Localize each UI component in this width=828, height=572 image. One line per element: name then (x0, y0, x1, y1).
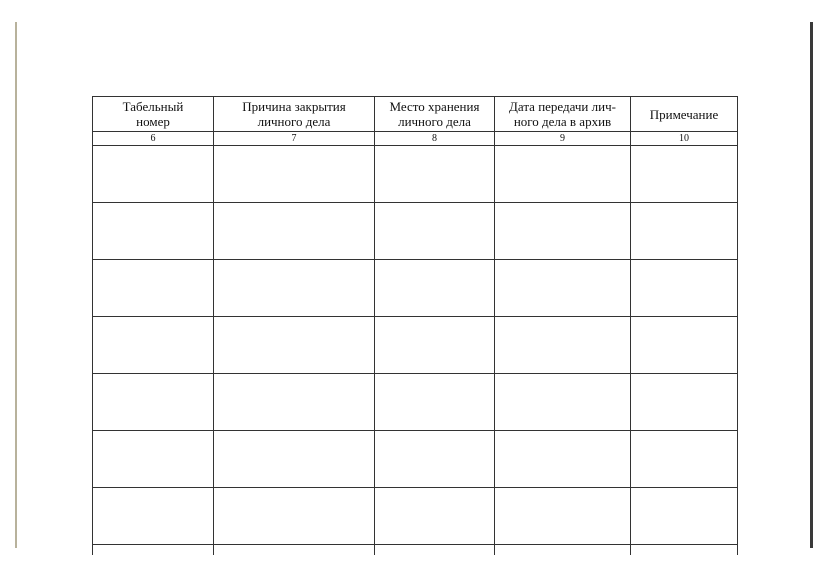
table-row (93, 374, 738, 431)
header-archive-date: Дата передачи лич- ного дела в архив (495, 97, 631, 132)
empty-cell (495, 545, 631, 556)
table-row (93, 488, 738, 545)
empty-cell (214, 317, 375, 374)
empty-cell (631, 488, 738, 545)
empty-cell (375, 317, 495, 374)
empty-cell (495, 317, 631, 374)
empty-cell (495, 374, 631, 431)
empty-cell (214, 260, 375, 317)
table-row (93, 431, 738, 488)
column-number: 9 (495, 132, 631, 146)
header-storage-place: Место хранения личного дела (375, 97, 495, 132)
empty-cell (375, 431, 495, 488)
empty-cell (93, 374, 214, 431)
column-number: 6 (93, 132, 214, 146)
empty-cell (214, 488, 375, 545)
empty-cell (495, 203, 631, 260)
empty-cell (375, 146, 495, 203)
column-number: 8 (375, 132, 495, 146)
empty-cell (93, 545, 214, 556)
table-row (93, 317, 738, 374)
empty-cell (93, 431, 214, 488)
empty-cell (631, 545, 738, 556)
empty-cell (495, 146, 631, 203)
header-note: Примечание (631, 97, 738, 132)
empty-cell (214, 545, 375, 556)
empty-cell (495, 488, 631, 545)
header-personnel-number: Табельный номер (93, 97, 214, 132)
empty-cell (375, 203, 495, 260)
column-number: 7 (214, 132, 375, 146)
empty-cell (375, 545, 495, 556)
empty-cell (93, 260, 214, 317)
empty-cell (93, 488, 214, 545)
empty-cell (495, 260, 631, 317)
column-number-row (93, 132, 738, 146)
empty-cell (495, 431, 631, 488)
empty-cell (631, 431, 738, 488)
empty-cell (631, 374, 738, 431)
empty-cell (375, 488, 495, 545)
page-left-edge (15, 22, 17, 548)
table-row (93, 146, 738, 203)
empty-cell (631, 260, 738, 317)
table-row (93, 260, 738, 317)
empty-cell (93, 146, 214, 203)
empty-cell (93, 317, 214, 374)
empty-cell (375, 260, 495, 317)
empty-cell (214, 374, 375, 431)
empty-cell (631, 317, 738, 374)
empty-cell (214, 203, 375, 260)
personal-files-register-table (92, 96, 738, 555)
empty-cell (375, 374, 495, 431)
empty-cell (631, 146, 738, 203)
column-number: 10 (631, 132, 738, 146)
table-row (93, 545, 738, 556)
empty-cell (93, 203, 214, 260)
page-right-edge (810, 22, 813, 548)
empty-cell (214, 431, 375, 488)
header-closing-reason: Причина закрытия личного дела (214, 97, 375, 132)
empty-cell (214, 146, 375, 203)
empty-cell (631, 203, 738, 260)
table-row (93, 203, 738, 260)
header-row (93, 97, 738, 132)
